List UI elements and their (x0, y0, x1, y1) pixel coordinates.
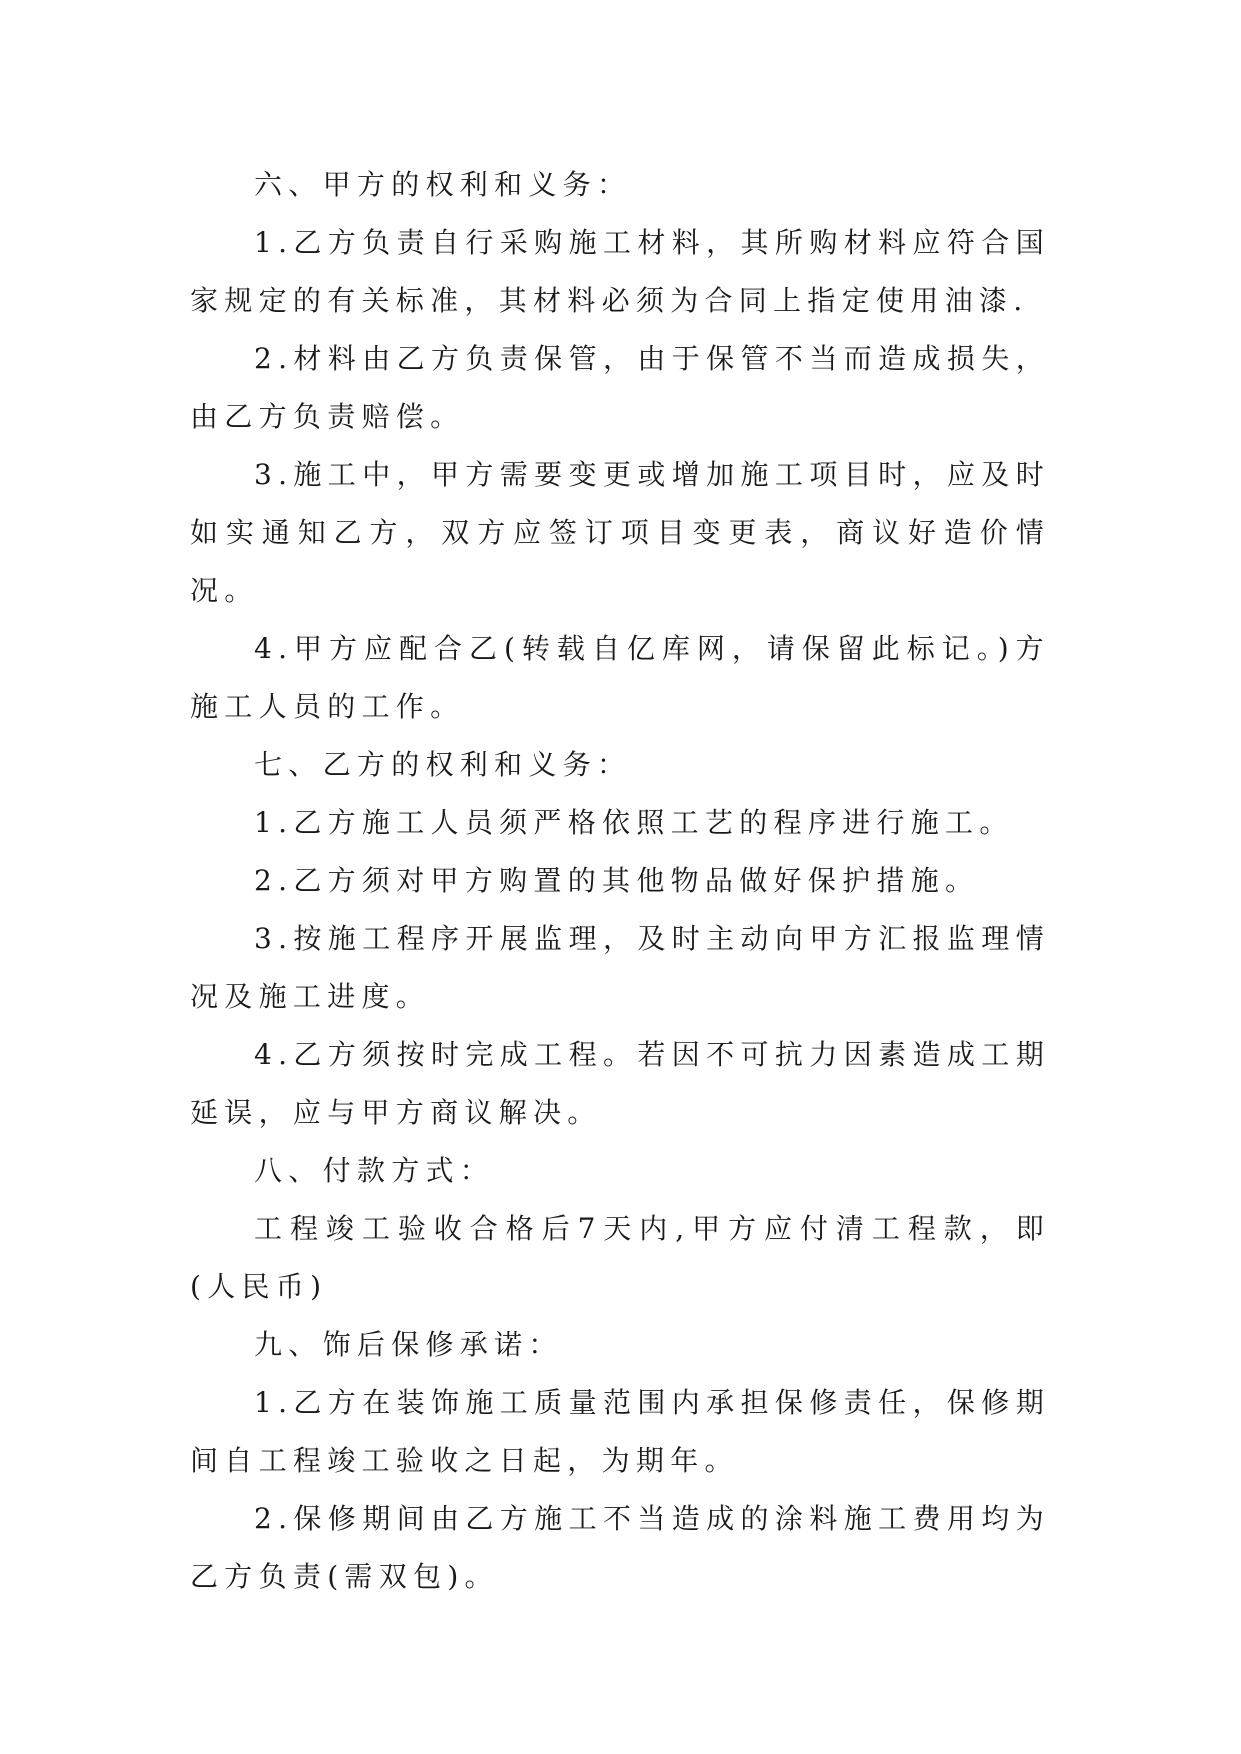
clause-b-1: 1.乙方施工人员须严格依照工艺的程序进行施工。 (254, 806, 1014, 839)
warranty-clause-2: 2.保修期间由乙方施工不当造成的涂料施工费用均为乙方负责(需双包)。 (190, 1502, 1050, 1593)
clause-a-1: 1.乙方负责自行采购施工材料，其所购材料应符合国家规定的有关标准，其材料必须为合同上指定使用油漆. (190, 226, 1050, 317)
document-body (190, 156, 1050, 1606)
section-heading-party-a-rights: 六、甲方的权利和义务： (254, 168, 632, 201)
clause-b-4: 4.乙方须按时完成工程。若因不可抗力因素造成工期延误，应与甲方商议解决。 (190, 1038, 1050, 1129)
clause-a-4: 4.甲方应配合乙(转载自亿库网，请保留此标记。)方施工人员的工作。 (190, 632, 1050, 723)
section-heading-party-b-rights: 七、乙方的权利和义务： (254, 748, 632, 781)
clause-b-3: 3.按施工程序开展监理，及时主动向甲方汇报监理情况及施工进度。 (190, 922, 1050, 1013)
clause-b-2: 2.乙方须对甲方购置的其他物品做好保护措施。 (254, 864, 980, 897)
clause-a-3: 3.施工中，甲方需要变更或增加施工项目时，应及时如实通知乙方，双方应签订项目变更表，商议好造价情况。 (190, 458, 1050, 607)
section-heading-payment: 八、付款方式： (254, 1154, 495, 1187)
section-heading-warranty: 九、饰后保修承诺： (254, 1328, 563, 1361)
payment-clause: 工程竣工验收合格后7天内,甲方应付清工程款，即(人民币) (190, 1212, 1050, 1303)
warranty-clause-1: 1.乙方在装饰施工质量范围内承担保修责任，保修期间自工程竣工验收之日起，为期年。 (190, 1386, 1050, 1477)
clause-a-2: 2.材料由乙方负责保管，由于保管不当而造成损失，由乙方负责赔偿。 (190, 342, 1050, 433)
